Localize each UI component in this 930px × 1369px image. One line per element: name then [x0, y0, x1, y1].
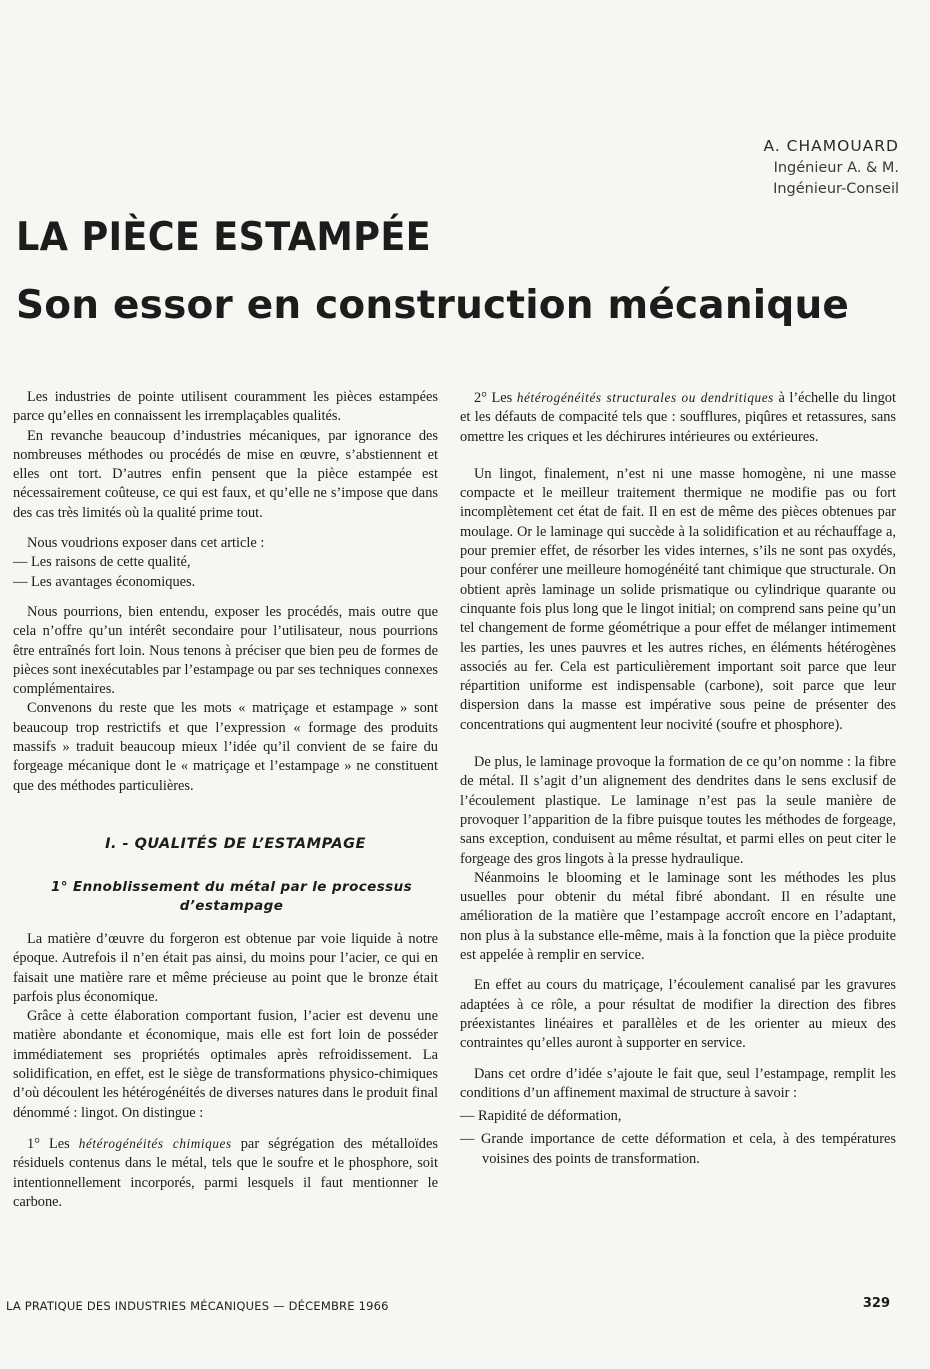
paragraph-revanche: En revanche beaucoup d’industries mécaniques, par ignorance des nombreuses méthodes ou procédés de mise en œuvre, s’abstiennent et elles ont tort. D’autres enfin pensent que la pièce estampée est nécessairement coûteuse, ce qui est faux, et qu’elle ne s’impose que dans des cas très limités où la qualité prime tout. [13, 427, 438, 521]
paragraph-intro: Les industries de pointe utilisent couramment les pièces estampées parce qu’elles en connaissent les irremplaçables qualités. [13, 389, 438, 425]
paragraph-fibre: De plus, le laminage provoque la formation de ce qu’on nomme : la fibre de métal. Il s’agit d’un alignement des dendrites dans le sens exclusif de l’écoulement plastique. Le laminage n’est pas la seule manière de provoquer l’apparition de la fibre puisque toutes les méthodes de forgeage, sans exception, conduisent au même résultat, et parmi elles on peut citer le forgeage des gros lingots à la presse hydraulique. [460, 754, 896, 867]
author-block [764, 134, 900, 200]
paragraph-grace: Grâce à cette élaboration comportant fusion, l’acier est devenu une matière abondante et économique, mais elle est fort loin de posséder immédiatement ses propriétés optimales après refroidissement. La solidification, en effet, est le siège de transformations physico-chimiques d’où découlent les hétérogénéités de diverses natures dans le produit final dénommé : lingot. On distingue : [13, 1008, 438, 1121]
author-title: Ingénieur A. & M. [773, 160, 899, 176]
left-column [13, 388, 438, 1212]
paragraph-convenons: Convenons du reste que les mots « matriçage et estampage » sont beaucoup trop restrictifs et que l’expression « formage des produits massifs » traduit beaucoup mieux l’idée qu’il convient de se faire du forgeage mécanique dont le « matriçage et l’estampage » ne constituent que des méthodes particulières. [13, 700, 438, 794]
paragraph-blooming: Néanmoins le blooming et le laminage sont les méthodes les plus usuelles pour obtenir du métal fibré abondant. Il en résulte une amélioration de la matière que l’estampage accroît encore en l’adaptant, non plus à la substance elle-même, mais à la fonction que la pièce produite est appelée à remplir en service. [460, 869, 896, 964]
paragraph-matiere: La matière d’œuvre du forgeron est obtenue par voie liquide à notre époque. Autrefois il n’en était pas ainsi, du moins pour l’acier, ce qui en faisait une matière rare et même précieuse au point que le bronze était parfois plus économique. [13, 930, 438, 1005]
paragraph-heterogeneites-structurales [460, 388, 896, 447]
paragraph-lingot: Un lingot, finalement, n’est ni une masse homogène, ni une masse compacte et le meilleur traitement thermique ne modifie pas ou fort incomplètement cet état de fait. Il en est de même des pièces obtenues par moulage. Or le laminage qui succède à la solidification et au réchauffage a, pour premier effet, de résorber les vides internes, s’ils ne sont pas oxydés, pour conférer une meilleure homogénéité tant chimique que structurale. On obtient après laminage un solide prismatique ou cylindrique quarante ou cinquante fois plus long que le lingot initial; on comprend sans peine qu’un tel changement de forme géométrique a pour effet de mélanger intimement les parties, les unes pauvres et les autres riches, en éléments hétérogènes associés au fer. Cela est particulièrement important soit parce que leur répartition uniforme est indispensable (carbone), soit parce que leur dispersion dans la masse est impérative sous peine de présenter des concentrations qui augmentent leur nocivité (soufre et phosphore). [460, 465, 896, 733]
emphasis-term: hétérogénéités structurales ou dendritiques [516, 390, 774, 405]
paragraph-ordre-idee: Dans cet ordre d’idée s’ajoute le fait que, seul l’estampage, remplit les conditions d’un affinement maximal de structure à savoir : [460, 1065, 896, 1101]
list-item-avantages: — Les avantages économiques. [13, 573, 196, 590]
list-item-raisons: — Les raisons de cette qualité, [13, 554, 191, 571]
emphasis-term: hétérogénéités chimiques [78, 1135, 232, 1151]
journal-footer: LA PRATIQUE DES INDUSTRIES MÉCANIQUES — DÉCEMBRE 1966 [6, 1299, 389, 1313]
paragraph-exposer: Nous voudrions exposer dans cet article : [27, 535, 265, 552]
subsection-heading: 1° Ennoblissement du métal par le processus d’estampage [50, 878, 413, 914]
paragraph-text: à l’échelle du lingot et les défauts de compacité tels que : soufflures, piqûres et retassures, sans omettre les criques et les déchirures intérieures ou extérieures. [460, 390, 896, 445]
author-name: A. CHAMOUARD [763, 137, 899, 155]
article-subtitle: Son essor en construction mécanique [16, 283, 850, 328]
list-item-rapidite: — Rapidité de déformation, [460, 1108, 622, 1125]
list-number: 1° Les [27, 1135, 79, 1152]
paragraph-heterogeneites-chimiques [13, 1134, 438, 1212]
article-title: LA PIÈCE ESTAMPÉE [16, 215, 431, 260]
paragraph-text: par ségrégation des métalloïdes résiduels contenus dans le métal, tels que le soufre et le phosphore, soit intentionnellement incorporés, parmi lesquels il faut mentionner le carbone. [13, 1135, 438, 1210]
list-number: 2° Les [474, 390, 517, 406]
paragraph-matricage: En effet au cours du matriçage, l’écoulement canalisé par les gravures adaptées à ce rôle, a pour résultat de modifier la direction des fibres préexistantes linéaires et parallèles et de les orienter au mieux des contraintes qu’elles auront à supporter en service. [460, 977, 896, 1052]
paragraph-procedes: Nous pourrions, bien entendu, exposer les procédés, mais outre que cela n’offre qu’un intérêt secondaire pour l’utilisateur, nous pourrions être entraînés fort loin. Nous tenons à préciser que bien peu de formes de pièces sont inexécutables par l’estampage ou par ses techniques connexes complémentaires. [13, 603, 438, 698]
right-column [460, 388, 896, 1169]
page-number: 329 [862, 1296, 890, 1311]
section-heading: I. - QUALITÉS DE L’ESTAMPAGE [105, 835, 366, 852]
author-consultant-title: Ingénieur-Conseil [773, 181, 899, 197]
list-item-importance: — Grande importance de cette déformation et cela, à des températures voisines des points de transformation. [460, 1131, 896, 1167]
